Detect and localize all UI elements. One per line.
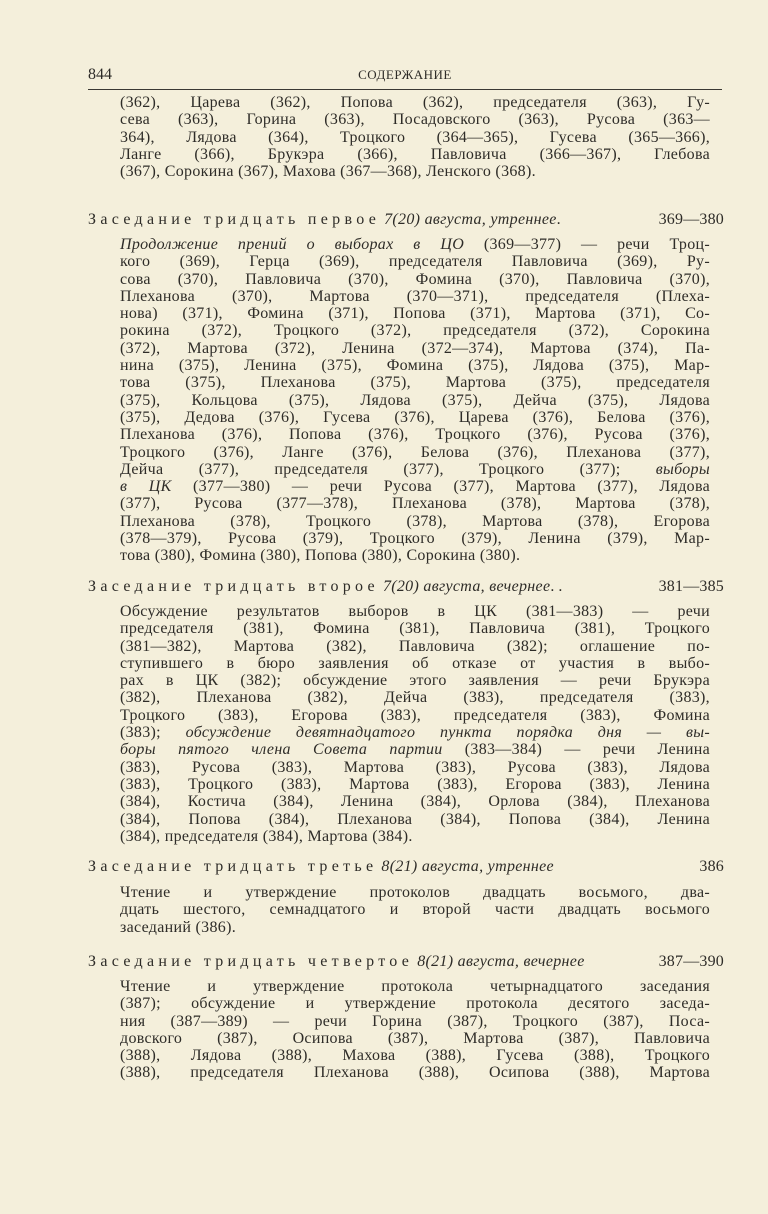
running-title: СОДЕРЖАНИЕ [358, 67, 452, 82]
text-segment: (369—377) — речи Троц- [464, 236, 710, 253]
page-range: 381—385 [658, 578, 724, 595]
text-line: ступившего в бюро заявления об отказе от участия в выбо- [120, 654, 710, 672]
text-line: (377), Русова (377—378), Плеханова (378), Мартова (378), [120, 495, 710, 513]
session-heading [88, 578, 724, 596]
text-line: (384), Костича (384), Ленина (384), Орлова (384), Плеханова [120, 793, 710, 811]
text-line: Чтение и утверждение протокола четырнадцатого заседания [120, 978, 710, 995]
text-line: (384), Попова (384), Плеханова (384), Попова (384), Ленина [120, 810, 710, 828]
text-line [120, 724, 710, 741]
session-title: Заседание тридцать второе [88, 578, 379, 595]
text-line: (372), Мартова (372), Ленина (372—374), Мартова (374), Па- [120, 339, 710, 357]
text-line [120, 461, 710, 478]
entry-text [120, 978, 710, 1082]
text-line: Троцкого (376), Ланге (376), Белова (376), Плеханова (377), [120, 443, 710, 461]
text-line: сева (363), Горина (363), Посадовского (363), Русова (363— [120, 111, 710, 129]
text-line: дцать шестого, семнадцатого и второй части двадцать восьмого [120, 901, 710, 919]
italic-segment: обсуждение девятнадцатого пункта порядка дня — вы- [185, 724, 711, 742]
text-segment: Дейча (377), председателя (377), Троцкого (377); [120, 460, 656, 478]
text-line: (362), Царева (362), Попова (362), председателя (363), Гу- [120, 94, 710, 111]
session-heading [88, 953, 724, 971]
text-line [120, 741, 710, 758]
text-line: кого (369), Герца (369), председателя Павловича (369), Ру- [120, 253, 710, 271]
page-range: 369—380 [658, 211, 724, 228]
session-date: 7(20) августа, утреннее [384, 211, 557, 228]
text-line: сова (370), Павловича (370), Фомина (370), Павловича (370), [120, 270, 710, 288]
dot-leader: . . [550, 578, 563, 595]
header-rule [88, 89, 722, 90]
italic-segment: боры пятого члена Совета партии [120, 741, 443, 759]
text-line: Плеханова (378), Троцкого (378), Мартова (378), Егорова [120, 512, 710, 530]
text-line: (382), Плеханова (382), Дейча (383), председателя (383), [120, 689, 710, 707]
session-title: Заседание тридцать первое [88, 211, 381, 228]
session-title: Заседание тридцать четвертое [88, 953, 414, 970]
dot-leader: . [556, 211, 561, 228]
text-line: заседаний (386). [120, 918, 236, 936]
text-line: това (375), Плеханова (375), Мартова (375), председателя [120, 374, 710, 392]
text-segment: (383); [120, 724, 186, 742]
text-line: (375), Кольцова (375), Лядова (375), Дейча (375), Лядова [120, 391, 710, 409]
session-heading [88, 211, 724, 229]
entry-text [120, 603, 710, 845]
text-line: (375), Дедова (376), Гусева (376), Царева (376), Белова (376), [120, 408, 710, 426]
session-date: 8(21) августа, утреннее [381, 858, 554, 875]
text-line: Плеханова (370), Мартова (370—371), председателя (Плеха- [120, 287, 710, 305]
text-line: председателя (381), Фомина (381), Павловича (381), Троцкого [120, 620, 710, 638]
text-line: (383), Троцкого (383), Мартова (383), Егорова (383), Ленина [120, 775, 710, 793]
text-line: Плеханова (376), Попова (376), Троцкого (376), Русова (376), [120, 426, 710, 444]
page-range: 387—390 [658, 953, 724, 970]
session-title: Заседание тридцать третье [88, 858, 378, 875]
text-line: (387); обсуждение и утверждение протокола десятого заседа- [120, 995, 710, 1013]
text-line: (367), Сорокина (367), Махова (367—368), Ленского (368). [120, 163, 536, 181]
text-line: (381—382), Мартова (382), Павловича (382); оглашение по- [120, 637, 710, 655]
text-line: (384), председателя (384), Мартова (384). [120, 827, 413, 845]
text-line: Троцкого (383), Егорова (383), председателя (383), Фомина [120, 706, 710, 724]
entry-text [120, 884, 710, 936]
text-line: довского (387), Осипова (387), Мартова (387), Павловича [120, 1029, 710, 1047]
text-line: нова) (371), Фомина (371), Попова (371), Мартова (371), Со- [120, 305, 710, 323]
text-line: (388), председателя Плеханова (388), Осипова (388), Мартова [120, 1064, 710, 1082]
text-line: Ланге (366), Брукэра (366), Павловича (366—367), Глебова [120, 145, 710, 163]
entry-text [120, 94, 710, 180]
text-line [120, 478, 710, 495]
text-line: (378—379), Русова (379), Троцкого (379), Ленина (379), Мар- [120, 530, 710, 548]
italic-segment: в ЦК [120, 478, 172, 496]
session-heading [88, 858, 724, 876]
text-line: Обсуждение результатов выборов в ЦК (381—383) — речи [120, 603, 710, 620]
text-line: нина (375), Ленина (375), Фомина (375), Лядова (375), Мар- [120, 357, 710, 375]
text-line: (383), Русова (383), Мартова (383), Русова (383), Лядова [120, 758, 710, 776]
text-line: ния (387—389) — речи Горина (387), Троцкого (387), Поса- [120, 1012, 710, 1030]
text-line: (388), Лядова (388), Махова (388), Гусева (388), Троцкого [120, 1047, 710, 1065]
text-line [120, 236, 710, 253]
italic-segment: Продолжение прений о выборах в ЦО [120, 236, 465, 253]
entry-text [120, 236, 710, 565]
text-line: Чтение и утверждение протоколов двадцать восьмого, два- [120, 884, 710, 901]
running-head [88, 66, 722, 86]
text-line: рокина (372), Троцкого (372), председателя (372), Сорокина [120, 322, 710, 340]
session-date: 7(20) августа, вечернее [382, 578, 551, 595]
page-range: 386 [699, 858, 724, 875]
text-segment: (383—384) — речи Ленина [442, 741, 710, 759]
page-number: 844 [88, 66, 112, 83]
text-line: 364), Лядова (364), Троцкого (364—365), Гусева (365—366), [120, 128, 710, 146]
text-line: рах в ЦК (382); обсуждение этого заявления — речи Брукэра [120, 672, 710, 690]
text-line: това (380), Фомина (380), Попова (380), Сорокина (380). [120, 547, 521, 565]
italic-segment: выборы [655, 460, 710, 478]
text-segment: (377—380) — речи Русова (377), Мартова (377), Лядова [171, 478, 710, 496]
session-date: 8(21) августа, вечернее [417, 953, 585, 970]
